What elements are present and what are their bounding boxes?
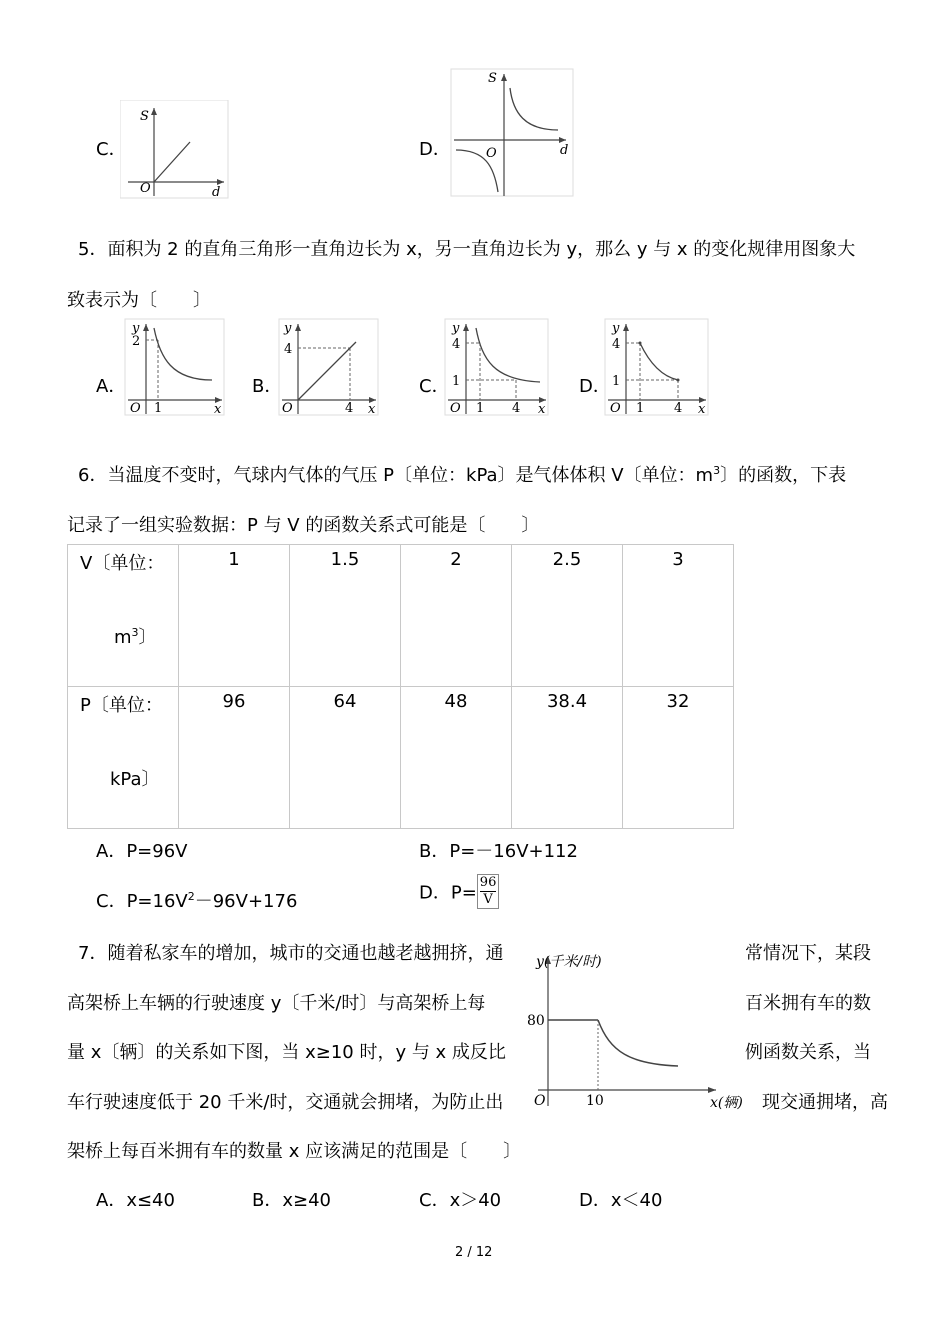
q6-option-c: C．$P=16V^2-96V+176$ [96,890,298,912]
q5d-x-label: x [698,402,706,417]
q5d-origin: O [610,401,621,416]
q5a-origin: O [130,401,141,416]
q4-option-d-label: D． [419,139,451,160]
table-row-header-v: V〔单位： $m^3$〕 [68,545,179,687]
q6-option-a: A．P=96V [96,841,188,862]
q5b-x-label: x [368,402,376,417]
table-row-header-p: P〔单位： kPa〕 [68,687,179,829]
q4c-s-label: S [140,109,149,124]
q5c-ytick-4: 4 [452,337,461,352]
q5-graph-c [444,318,550,418]
q5-graph-a [124,318,226,418]
q7-line2-left: 高架桥上车辆的行驶速度 y〔千米/时〕与高架桥上每 [67,993,486,1014]
q5c-y-label: y [452,321,460,336]
q4-graph-c [120,100,230,200]
q4d-s-label: S [488,71,497,86]
q5c-ytick-1: 1 [452,374,461,389]
q5a-ytick: 2 [132,334,141,349]
q6-line1: 6．当温度不变时，气球内气体的气压 P〔单位：kPa〕是气体体积 V〔单位：$m^3$〕的函数，下表 [78,464,847,486]
page-number: 2 / 12 [455,1245,493,1260]
q5a-xtick: 1 [154,401,163,416]
q5d-ytick-4: 4 [612,337,621,352]
q5d-xtick-1: 1 [636,401,645,416]
q5-graph-b [278,318,380,418]
q5a-y-label: y [132,321,140,336]
q7-speed-graph [524,946,744,1116]
q5d-y-label: y [612,321,620,336]
q6-option-d: D．P= $\frac{96}{V}$ [419,874,499,909]
q7-line4-left: 车行驶速度低于 20 千米/时，交通就会拥堵，为防止出 [67,1092,504,1113]
q5c-xtick-1: 1 [476,401,485,416]
q7-ytick-80: 80 [527,1013,545,1029]
q7-line3-right: 例函数关系，当 [745,1042,871,1063]
q4c-d-label: d [212,185,221,200]
q5c-x-label: x [538,402,546,417]
table-cell: 1 [179,545,290,687]
q5-line1: 5．面积为 2 的直角三角形一直角边长为 x，另一直角边长为 y，那么 y 与 x 的变化规律用图象大 [78,239,856,260]
q5a-x-label: x [214,402,222,417]
q5-line2: 致表示为〔 〕 [67,290,211,311]
q5-option-d-label: D． [579,376,611,397]
table-cell: 32 [623,687,734,829]
q5d-xtick-4: 4 [674,401,683,416]
q6-option-d-fraction: $\frac{96}{V}$ [477,874,500,909]
q5c-origin: O [450,401,461,416]
q5b-y-label: y [284,321,292,336]
q7-line1-right: 常情况下，某段 [745,943,871,964]
table-cell: 2 [401,545,512,687]
q5d-ytick-1: 1 [612,374,621,389]
q7-xtick-10: 10 [586,1093,604,1109]
q5b-xtick: 4 [345,401,354,416]
q7-option-d: D．x＜40 [579,1190,663,1211]
q6-line2: 记录了一组实验数据：P 与 V 的函数关系式可能是〔 〕 [67,515,540,536]
q4d-d-label: d [560,143,569,158]
q7-y-axis-label: y(千米/时) [536,954,602,970]
q7-x-axis-label: x(辆) [710,1095,743,1111]
table-cell: 96 [179,687,290,829]
q4-option-c-label: C． [96,139,127,160]
q7-line3-left: 量 x〔辆〕的关系如下图，当 x≥10 时，y 与 x 成反比 [67,1042,506,1063]
q7-option-b: B．x≥40 [252,1190,331,1211]
q5b-origin: O [282,401,293,416]
table-cell: 64 [290,687,401,829]
q6-data-table [67,544,734,829]
q6-option-b: B．P=－16V+112 [419,841,578,862]
table-cell: 48 [401,687,512,829]
q4d-origin-label: O [486,146,497,161]
table-cell: 3 [623,545,734,687]
q5-option-b-label: B． [252,376,283,397]
q4-graph-d [450,68,575,198]
q7-origin: O [534,1093,546,1109]
q7-option-a: A．x≤40 [96,1190,175,1211]
q7-line4-right: 现交通拥堵，高 [762,1092,888,1113]
table-cell: 38.4 [512,687,623,829]
q5b-ytick: 4 [284,342,293,357]
q5c-xtick-4: 4 [512,401,521,416]
q5-option-c-label: C． [419,376,450,397]
table-cell: 2.5 [512,545,623,687]
q7-line1-left: 7．随着私家车的增加，城市的交通也越老越拥挤，通 [78,943,504,964]
table-row [68,545,734,687]
q4c-origin-label: O [140,181,151,196]
q5-graph-d [604,318,710,418]
table-row [68,687,734,829]
q7-line2-right: 百米拥有车的数 [745,993,871,1014]
table-cell: 1.5 [290,545,401,687]
q5-option-a-label: A． [96,376,127,397]
q7-line5: 架桥上每百米拥有车的数量 x 应该满足的范围是〔 〕 [67,1141,522,1162]
q7-option-c: C．x＞40 [419,1190,502,1211]
